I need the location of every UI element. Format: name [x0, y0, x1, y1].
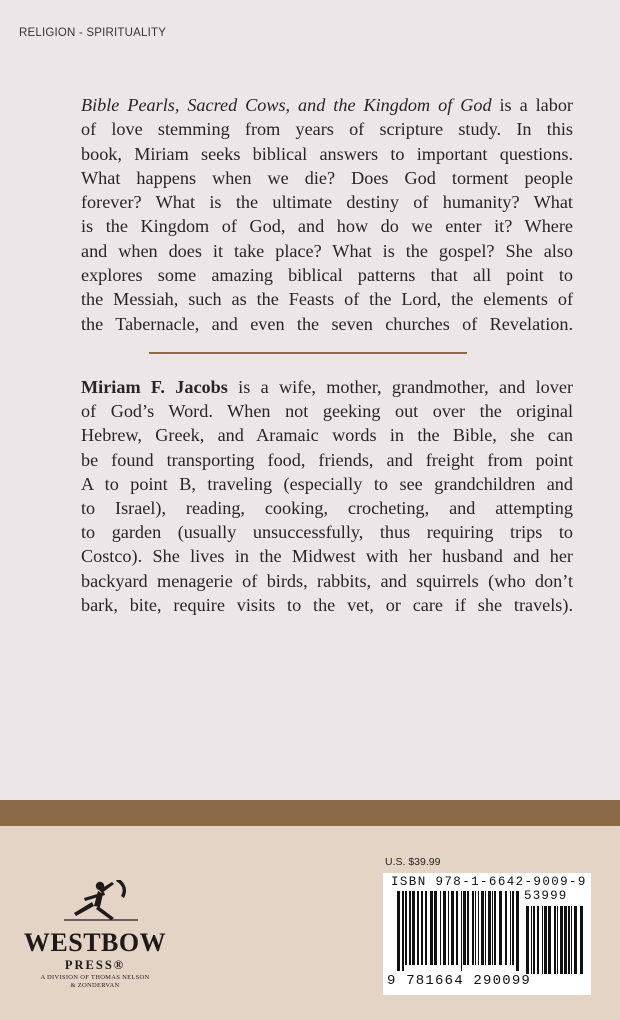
section-divider [149, 352, 467, 354]
bio-line: Costco). She lives in the Midwest with her husband and her [81, 546, 573, 567]
blurb-line: explores some amazing biblical patterns that all point to [81, 265, 573, 286]
barcode-bar [417, 891, 419, 965]
barcode-bar [505, 891, 507, 965]
barcode-bar [571, 906, 572, 974]
barcode-bar [448, 891, 449, 965]
blurb-line: the Tabernacle, and even the seven churches of Revelation. [81, 313, 573, 334]
barcode-bar [409, 891, 411, 965]
book-title: Bible Pearls, Sacred Cows, and the Kingdom of God [81, 95, 492, 115]
barcode-bar [512, 891, 514, 965]
publisher-name: WESTBOW [23, 928, 167, 957]
barcode-bar [537, 906, 539, 974]
publisher-division: A DIVISION OF THOMAS NELSON & ZONDERVAN [40, 974, 150, 989]
barcode-bar [574, 906, 577, 974]
author-bio [81, 375, 573, 617]
barcode-bar [485, 891, 486, 965]
barcode-bar [463, 891, 466, 965]
barcode-bar [402, 891, 404, 971]
barcode-bar [499, 891, 502, 965]
barcode-bar [564, 906, 567, 974]
publisher-press: PRESS® [64, 958, 126, 972]
price-label: U.S. $39.99 [385, 856, 441, 868]
barcode-bar [421, 891, 423, 965]
bio-line: Miriam F. Jacobs is a wife, mother, grandmother, and lover [81, 377, 573, 397]
decorative-band [0, 800, 620, 826]
barcode-bar [405, 891, 407, 965]
barcode-bar [440, 891, 441, 965]
barcode-bar [554, 906, 556, 974]
barcode-bar [461, 891, 462, 971]
barcode-bar [531, 906, 532, 974]
barcode-bar [434, 891, 437, 965]
bio-line: backyard menagerie of birds, rabbits, and squirrels (who don’t [81, 570, 573, 591]
barcode-digits: 9 781664 290099 [387, 973, 532, 989]
barcode-bar [451, 891, 454, 965]
barcode-bar [548, 906, 551, 974]
barcode-bar [544, 906, 547, 974]
barcode-bar [443, 891, 446, 965]
barcode-bar [494, 891, 496, 965]
barcode-bar [456, 891, 458, 965]
barcode-bar [492, 891, 493, 965]
barcode-bar [488, 891, 491, 965]
book-blurb [81, 93, 573, 336]
barcode-bar [557, 906, 558, 974]
isbn-label: ISBN 978-1-6642-9009-9 [391, 875, 587, 889]
barcode-bar [467, 891, 469, 965]
blurb-line: forever? What is the ultimate destiny of humanity? What [81, 192, 573, 213]
barcode-bar [425, 891, 427, 965]
barcode-bar [526, 906, 529, 974]
blurb-line: is the Kingdom of God, and how do we enter it? Where [81, 216, 573, 237]
barcode-bar [510, 891, 511, 965]
isbn-barcode [397, 891, 521, 971]
bio-line: of God’s Word. When not geeking out over the original [81, 401, 573, 422]
barcode-bar [478, 891, 479, 965]
bio-line: to garden (usually unsuccessfully, thus requiring trips to [81, 522, 573, 543]
blurb-line: of love stemming from years of scripture study. In this [81, 119, 573, 140]
bio-line: A to point B, traveling (especially to see grandchildren and [81, 473, 573, 494]
barcode-bar [533, 906, 535, 974]
blurb-line: book, Miriam seeks biblical answers to important questions. [81, 143, 573, 164]
barcode-bar [472, 891, 474, 965]
barcode-bar [560, 906, 563, 974]
barcode-bar [481, 891, 484, 965]
barcode-bar [542, 906, 543, 974]
category-label: RELIGION - SPIRITUALITY [19, 27, 167, 39]
addon-barcode [526, 906, 586, 974]
barcode-bar [397, 891, 400, 971]
bio-line: to Israel), reading, cooking, crocheting, and attempting [81, 498, 573, 519]
barcode-bar [568, 906, 570, 974]
bio-line: bark, bite, require visits to the vet, or care if she travels). [81, 594, 573, 615]
barcode-bar [475, 891, 476, 965]
blurb-line: and when does it take place? What is the gospel? She also [81, 240, 573, 261]
bio-line: be found transporting food, friends, and freight from point [81, 449, 573, 470]
bio-line: Hebrew, Greek, and Aramaic words in the Bible, she can [81, 425, 573, 446]
blurb-line: What happens when we die? Does God torment people [81, 167, 573, 188]
barcode-bar [516, 891, 519, 971]
barcode-bar [412, 891, 415, 965]
blurb-line: the Messiah, such as the Feasts of the Lord, the elements of [81, 289, 573, 310]
barcode-bar [430, 891, 433, 965]
price-addon-code: 53999 [524, 889, 568, 903]
barcode-bar [580, 906, 583, 974]
blurb-line: Bible Pearls, Sacred Cows, and the Kingdom of God is a labor [81, 95, 573, 115]
author-name: Miriam F. Jacobs [81, 377, 228, 397]
